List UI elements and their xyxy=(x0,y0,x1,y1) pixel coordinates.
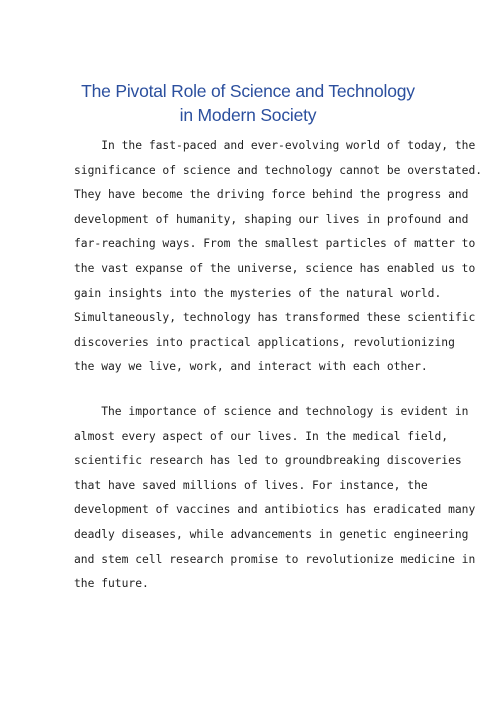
paragraph-line: the way we live, work, and interact with each other. xyxy=(74,360,428,374)
paragraph-line: The importance of science and technology is evident in xyxy=(74,405,469,418)
paragraph-line: development of vaccines and antibiotics has eradicated many xyxy=(74,503,476,517)
paragraph-line: gain insights into the mysteries of the natural world. xyxy=(74,286,442,300)
paragraph-line: far-reaching ways. From the smallest particles of matter to xyxy=(74,237,476,251)
paragraph-line: significance of science and technology cannot be overstated. xyxy=(74,163,483,177)
paragraph-line: deadly diseases, while advancements in genetic engineering xyxy=(74,527,469,541)
paragraph-line: almost every aspect of our lives. In the medical field, xyxy=(74,429,449,443)
document-title-line-1: The Pivotal Role of Science and Technology xyxy=(81,81,415,101)
paragraph-line: discoveries into practical applications, revolutionizing xyxy=(74,335,455,349)
paragraph-line: the future. xyxy=(74,577,149,591)
paragraph-line: development of humanity, shaping our lives in profound and xyxy=(74,212,469,226)
paragraph-1 xyxy=(74,134,483,380)
paragraph-line: the vast expanse of the universe, science has enabled us to xyxy=(74,261,476,275)
document-title-line-2: in Modern Society xyxy=(179,105,317,125)
paragraph-2 xyxy=(74,400,476,597)
paragraph-line: In the fast-paced and ever-evolving world of today, the xyxy=(74,139,476,152)
paragraph-line: scientific research has led to groundbreaking discoveries xyxy=(74,454,462,468)
paragraph-line: Simultaneously, technology has transformed these scientific xyxy=(74,311,476,325)
paragraph-line: and stem cell research promise to revolutionize medicine in xyxy=(74,552,476,566)
paragraph-line: that have saved millions of lives. For instance, the xyxy=(74,478,428,492)
paragraph-line: They have become the driving force behind the progress and xyxy=(74,188,469,202)
